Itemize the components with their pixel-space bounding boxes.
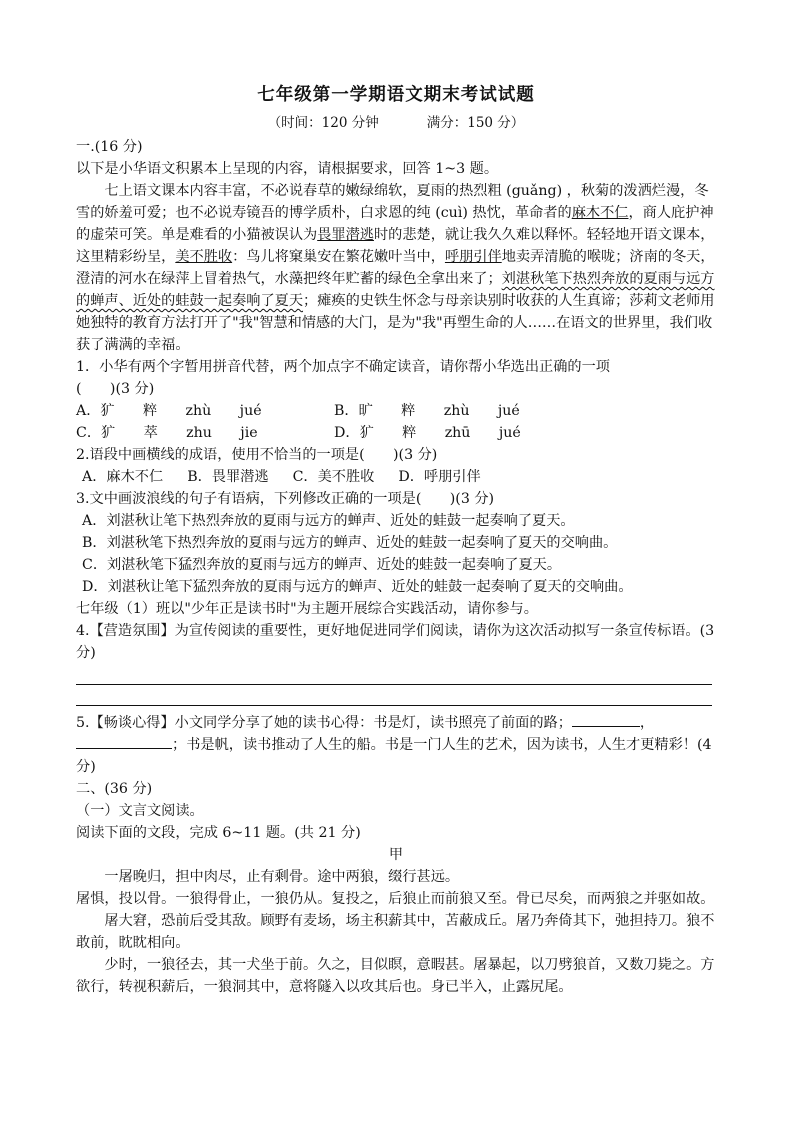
option-b[interactable]: B．刘湛秋笔下热烈奔放的夏雨与远方的蝉声、近处的蛙鼓一起奏响了夏天的交响曲。 (82, 535, 618, 551)
page-title: 七年级第一学期语文期末考试试题 (257, 85, 535, 105)
exam-page (76, 84, 716, 998)
passage-paragraph: 七上语文课本内容丰富，不必说春草的嫩绿绵软，夏雨的热烈粗 (guǎng) ，秋菊的泼洒烂漫，冬雪的娇羞可爱；也不必说寿镜吾的博学质朴，白求恩的纯 (cuì) 热忱，革命者的麻木不仁，商人庇护神的虚荣可笑。单是难看的小猫被误认为畏罪潜逃时的悲楚，就让我久久难以释怀。轻轻地开语文课本，这里精彩纷呈，美不胜收：鸟儿将窠巢安在繁花嫩叶当中，呼朋引伴地卖弄清脆的喉咙；济南的冬天，澄清的河水在绿萍上冒着热气，水藻把终年贮蓄的绿色全拿出来了；刘湛秋笔下热烈奔放的夏雨与远方的蝉声、近处的蛙鼓一起奏响了夏天；瘫痪的史铁生怀念与母亲诀别时收获的人生真谛；莎莉文老师用她独特的教育方法打开了"我"智慧和情感的大门，是为"我"再塑生命的人……在语文的世界里，我们收获了满满的幸福。 (76, 183, 715, 353)
section-1-intro: 以下是小华语文积累本上呈现的内容，请根据要求，回答 1~3 题。 (76, 161, 499, 177)
option-c[interactable]: C．美不胜收 (292, 469, 375, 485)
question-3-stem: 3.文中画波浪线的句子有语病，下列修改正确的一项是( )(3 分) (76, 491, 495, 507)
question-1-options-row1 (76, 400, 716, 422)
passage-label: 甲 (388, 847, 404, 863)
section-1-heading: 一.(16 分) (76, 139, 143, 155)
classical-paragraph: 屠大窘，恐前后受其敌。顾野有麦场，场主积薪其中，苫蔽成丘。屠乃奔倚其下，弛担持刀。狼不敢前，眈眈相向。 (76, 913, 715, 951)
question-2-options (76, 466, 716, 488)
time-limit: （时间：120 分钟 (267, 115, 379, 131)
question-5: 5.【畅谈心得】小文同学分享了她的读书心得：书是灯，读书照亮了前面的路； ，；书是帆，读书推动了人生的船。书是一门人生的艺术，因为读书，人生才更精彩！(4 分) (76, 712, 716, 778)
activity-intro: 七年级（1）班以"少年正是读书时"为主题开展综合实践活动，请你参与。 (76, 601, 538, 617)
wavy-sentence: 刘湛秋笔下热烈奔放的夏雨与远方的蝉声、近处的蛙鼓一起奏响了夏天 (76, 271, 715, 309)
question-4-stem: 4.【营造氛围】为宣传阅读的重要性，更好地促进同学们阅读，请你为这次活动拟写一条宣传标语。(3 分) (76, 623, 715, 661)
answer-line[interactable] (76, 664, 712, 685)
option-d[interactable]: D．呼朋引伴 (398, 469, 481, 485)
exam-info (76, 112, 716, 134)
question-1-stem: 1．小华有两个字暂用拼音代替，两个加点字不确定读音，请你帮小华选出正确的一项 (76, 359, 610, 375)
underlined-idiom: 畏罪潜逃 (317, 227, 374, 243)
underlined-idiom: 美不胜收 (175, 249, 233, 265)
option-b[interactable]: B．旷 粹 zhù jué (334, 403, 520, 419)
classical-paragraph: 屠惧，投以骨。一狼得骨止，一狼仍从。复投之，后狼止而前狼又至。骨已尽矣，而两狼之并驱如故。 (76, 891, 715, 907)
option-d[interactable]: D．刘湛秋让笔下猛烈奔放的夏雨与远方的蝉声、近处的蛙鼓一起奏响了夏天的交响曲。 (82, 579, 633, 595)
question-1-options-row2 (76, 422, 716, 444)
answer-blank[interactable] (76, 734, 172, 749)
section-2-subheading: （一）文言文阅读。 (76, 803, 204, 819)
option-a[interactable]: A．犷 粹 zhù jué (76, 403, 262, 419)
option-d[interactable]: D．犷 粹 zhū jué (334, 425, 521, 441)
question-1-bracket: ( )(3 分) (76, 381, 155, 397)
full-score: 满分：150 分） (426, 115, 525, 131)
section-2-heading: 二、(36 分) (76, 781, 153, 797)
option-c[interactable]: C．刘湛秋笔下猛烈奔放的夏雨与远方的蝉声、近处的蛙鼓一起奏响了夏天。 (82, 557, 562, 573)
option-a[interactable]: A．刘湛秋让笔下热烈奔放的夏雨与远方的蝉声、近处的蛙鼓一起奏响了夏天。 (82, 513, 575, 529)
answer-line[interactable] (76, 685, 712, 706)
section-2-intro: 阅读下面的文段，完成 6~11 题。(共 21 分) (76, 825, 361, 841)
option-c[interactable]: C．犷 萃 zhu jie (76, 425, 258, 441)
classical-paragraph: 一屠晚归，担中肉尽，止有剩骨。途中两狼，缀行甚远。 (104, 869, 460, 885)
option-a[interactable]: A．麻木不仁 (82, 469, 164, 485)
underlined-idiom: 呼朋引伴 (444, 249, 502, 265)
option-b[interactable]: B．畏罪潜逃 (187, 469, 269, 485)
question-2-stem: 2.语段中画横线的成语，使用不恰当的一项是( )(3 分) (76, 447, 438, 463)
answer-blank[interactable] (572, 712, 640, 727)
classical-paragraph: 少时，一狼径去，其一犬坐于前。久之，目似瞑，意暇甚。屠暴起，以刀劈狼首，又数刀毙之。方欲行，转视积薪后，一狼洞其中，意将隧入以攻其后也。身已半入，止露尻尾。 (76, 957, 715, 995)
underlined-idiom: 麻木不仁 (571, 205, 629, 221)
